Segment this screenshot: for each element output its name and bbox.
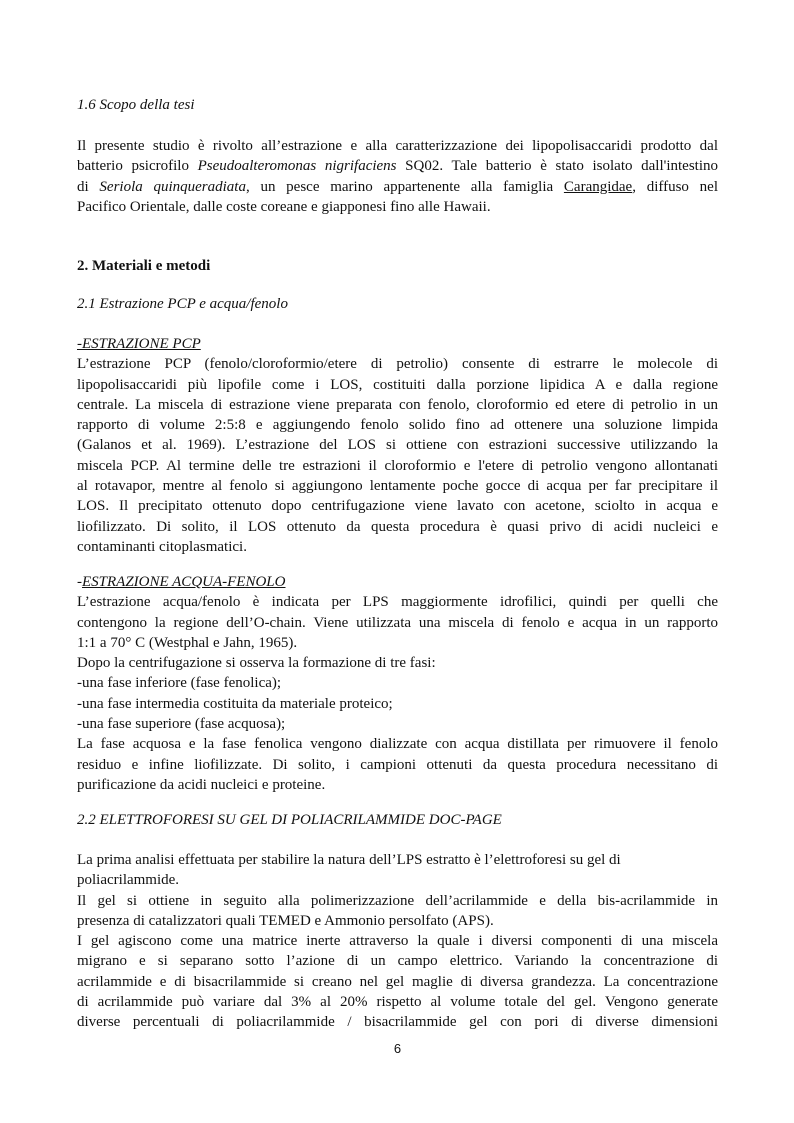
list-item: -una fase inferiore (fase fenolica); (77, 675, 282, 692)
subsection-title-text: ESTRAZIONE ACQUA-FENOLO (82, 574, 286, 590)
species-name: Seriola quinqueradiata (99, 178, 246, 195)
text-line: centrale. La miscela di estrazione viene preparata con fenolo, cloroformio ed etere di petrolio in un (77, 396, 718, 413)
text-line: LOS. Il precipitato ottenuto dopo centrifugazione viene lavato con acetone, sciolto in acqua e (77, 498, 718, 515)
section-heading: 1.6 Scopo della tesi (77, 97, 195, 113)
text-line: Il presente studio è rivolto all’estrazione e alla caratterizzazione dei lipopolisaccaridi prodotto dal (77, 138, 718, 154)
text-line: La fase acquosa e la fase fenolica vengono dializzate con acqua distillata per rimuovere il fenolo (77, 736, 718, 753)
section-heading: 2.1 Estrazione PCP e acqua/fenolo (77, 296, 288, 312)
water-phenol-extraction (77, 572, 718, 795)
text-span: di (77, 178, 100, 195)
text-line: L’estrazione acqua/fenolo è indicata per LPS maggiormente idrofilici, quindi per quelli che (77, 594, 718, 611)
text-line: Il gel si ottiene in seguito alla polimerizzazione dell’acrilammide e della bis-acrilammide in (77, 892, 718, 909)
section-2 (77, 256, 718, 276)
dash: - (77, 574, 82, 590)
text-line (77, 156, 718, 176)
text-line: rapporto di volume 2:5:8 e aggiungendo fenolo solido fino ad ottenere una soluzione limpida (77, 417, 718, 434)
text-line: 1:1 a 70° C (Westphal e Jahn, 1965). (77, 634, 298, 651)
text-line: poliacrilammide. (77, 872, 180, 889)
text-line: diverse percentuali di poliacrilammide / bisacrilammide gel con pori di diverse dimensioni (77, 1014, 718, 1031)
text-line: acrilammide e di bisacrilammide si creano nel gel maglie di diversa grandezza. La concentrazione (77, 973, 718, 990)
text-line: di acrilammide può variare dal 3% al 20% rispetto al volume totale del gel. Vengono generate (77, 994, 718, 1011)
text-line: Dopo la centrifugazione si osserva la formazione di tre fasi: (77, 655, 436, 672)
subsection-title: -ESTRAZIONE PCP (77, 336, 201, 352)
text-span: batterio psicrofilo (77, 158, 198, 175)
section-2-2-text (77, 850, 718, 1033)
text-line: miscela PCP. Al termine delle tre estrazioni il cloroformio e l'etere di petrolio vengono allontanati (77, 457, 718, 474)
section-1-6-paragraph (77, 136, 718, 217)
section-heading: 2.2 ELETTROFORESI SU GEL DI POLIACRILAMMIDE DOC-PAGE (77, 812, 502, 828)
pcp-extraction (77, 334, 718, 557)
section-2-2 (77, 810, 718, 830)
text-line: La prima analisi effettuata per stabilire la natura dell’LPS estratto è l’elettroforesi su gel di (77, 852, 621, 868)
subsection-title (77, 572, 718, 592)
page-number: 6 (393, 1041, 402, 1056)
family-name: Carangidae (563, 178, 633, 195)
text-span: , diffuso nel (632, 178, 718, 195)
text-line: I gel agiscono come una matrice inerte attraverso la quale i diversi componenti di una miscela (77, 933, 718, 950)
section-1-6 (77, 95, 718, 115)
section-2-1 (77, 294, 718, 314)
text-line: contaminanti citoplasmatici. (77, 538, 247, 555)
text-span: SQ02. Tale batterio è stato isolato dall'intestino (396, 158, 718, 175)
text-line: contengono la regione dell’O-chain. Viene utilizzata una miscela di fenolo e acqua in un rapporto (77, 614, 718, 631)
text-line: purificazione da acidi nucleici e proteine. (77, 776, 326, 793)
species-name: Pseudoalteromonas nigrifaciens (197, 158, 397, 175)
text-line: L’estrazione PCP (fenolo/cloroformio/etere di petrolio) consente di estrarre le molecole di (77, 356, 718, 373)
text-line: migrano e si separano sotto l’azione di un campo elettrico. Variando la concentrazione di (77, 953, 718, 970)
text-line: liofilizzato. Di solito, il LOS ottenuto da questa procedura è quasi privo di acidi nucleici e (77, 518, 718, 535)
section-heading: 2. Materiali e metodi (77, 258, 211, 274)
text-span: , un pesce marino appartenente alla famiglia (245, 178, 564, 195)
text-line: lipopolisaccaridi più lipofile come i LOS, costituiti dalla porzione lipidica A e dalla regione (77, 376, 718, 393)
text-line: residuo e infine liofilizzate. Di solito, i campioni ottenuti da questa procedura necessitano di (77, 756, 718, 773)
text-line: presenza di catalizzatori quali TEMED e Ammonio persolfato (APS). (77, 912, 494, 929)
text-line: al rotavapor, mentre al fenolo si aggiungono lentamente poche gocce di acqua per far precipitare il (77, 478, 718, 495)
list-item: -una fase superiore (fase acquosa); (77, 716, 286, 733)
text-line (77, 177, 718, 197)
text-line: (Galanos et al. 1969). L’estrazione del LOS si ottiene con estrazioni successive utilizzando la (77, 437, 718, 454)
list-item: -una fase intermedia costituita da materiale proteico; (77, 695, 393, 712)
text-line: Pacifico Orientale, dalle coste coreane e giapponesi fino alle Hawaii. (77, 198, 491, 215)
